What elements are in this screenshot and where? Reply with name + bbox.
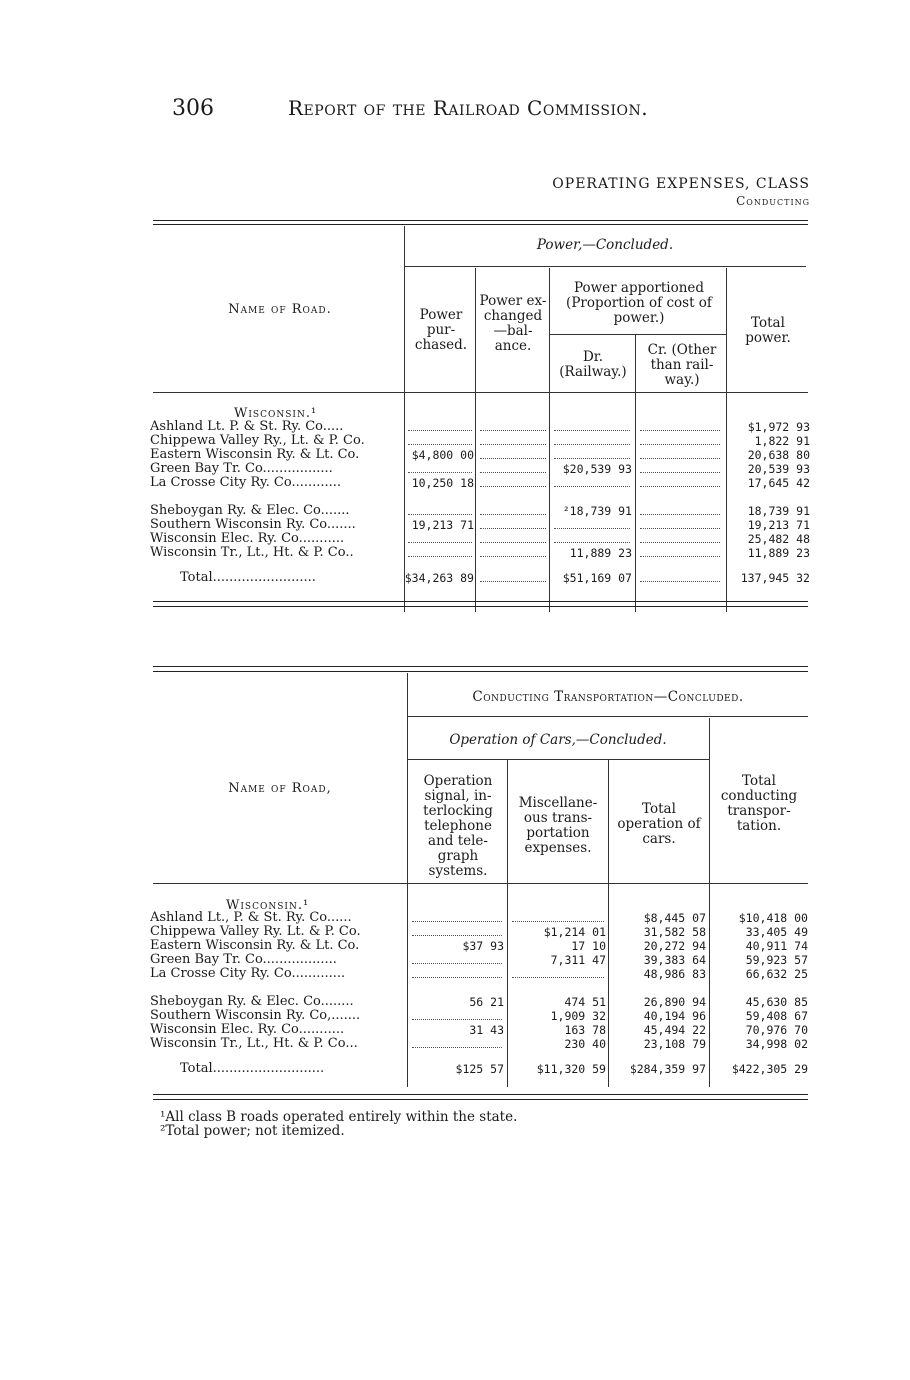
- total-cars-cell: $284,359 97: [629, 1062, 706, 1076]
- leader-dots: [412, 967, 502, 978]
- road-name: Sheboygan Ry. & Elec. Co.......: [150, 504, 350, 518]
- total-cars-cell: 40,194 96: [643, 1009, 706, 1023]
- leader-dots: [412, 925, 502, 936]
- leader-dots: [480, 434, 546, 445]
- road-name: La Crosse City Ry. Co.............: [150, 967, 346, 981]
- table2-top-rule-2: [153, 671, 808, 672]
- total-transport-cell: 34,998 02: [745, 1037, 808, 1051]
- table-row: [150, 967, 810, 981]
- total-transport-cell: 45,630 85: [745, 995, 808, 1009]
- leader-dots: [408, 462, 472, 473]
- table1-bottom-rule: [153, 601, 808, 602]
- table-row: [150, 1009, 810, 1023]
- leader-dots: [480, 518, 546, 529]
- t2-col-misc: Miscellane-ous trans-portation expenses.: [518, 795, 598, 856]
- t2-col-signal: Operation signal, in-terlocking telephone and tele-graph systems.: [423, 773, 493, 879]
- leader-dots: [554, 448, 630, 459]
- total-cars-cell: 26,890 94: [643, 995, 706, 1009]
- power-dr-cell: 11,889 23: [569, 546, 632, 560]
- leader-dots: [554, 420, 630, 431]
- leader-dots: [640, 476, 720, 487]
- power-purchased-cell: 10,250 18: [411, 476, 474, 490]
- misc-transport-cell: $11,320 59: [536, 1062, 606, 1076]
- leader-dots: [480, 571, 546, 582]
- road-name: Southern Wisconsin Ry. Co.......: [150, 518, 356, 532]
- total-power-cell: $1,972 93: [747, 420, 810, 434]
- power-dr-cell: ²18,739 91: [562, 504, 632, 518]
- total-power-cell: 17,645 42: [747, 476, 810, 490]
- table-row: [150, 911, 810, 925]
- total-cars-cell: 48,986 83: [643, 967, 706, 981]
- total-transport-cell: 59,923 57: [745, 953, 808, 967]
- t1-col-total: Total power.: [745, 315, 791, 346]
- leader-dots: [480, 546, 546, 557]
- leader-dots: [640, 546, 720, 557]
- footnote-2: ²Total power; not itemized.: [160, 1123, 345, 1139]
- t1-col-purchased: Power pur-chased.: [414, 307, 468, 353]
- t1-col-cr: Cr. (Other than rail-way.): [647, 342, 717, 388]
- t2-col-name: Name of Road,: [228, 781, 332, 796]
- t2-hline-header-bottom: [153, 883, 808, 884]
- road-name: Chippewa Valley Ry., Lt. & P. Co.: [150, 434, 365, 448]
- t2-col-total-transport: Total conducting transpor-tation.: [720, 773, 798, 834]
- total-transport-cell: 70,976 70: [745, 1023, 808, 1037]
- total-cars-cell: 45,494 22: [643, 1023, 706, 1037]
- signal-cell: $37 93: [462, 939, 504, 953]
- road-name: Total...........................: [180, 1062, 325, 1076]
- leader-dots: [408, 420, 472, 431]
- leader-dots: [640, 420, 720, 431]
- section-subtitle: Conducting: [736, 194, 810, 208]
- table1-bottom-rule-2: [153, 606, 808, 607]
- road-name: Total.........................: [180, 571, 316, 585]
- road-name: Southern Wisconsin Ry. Co,.......: [150, 1009, 361, 1023]
- misc-transport-cell: 17 10: [571, 939, 606, 953]
- table-row: [150, 939, 810, 953]
- power-dr-cell: $51,169 07: [562, 571, 632, 585]
- total-power-cell: 19,213 71: [747, 518, 810, 532]
- t2-hline-group: [407, 716, 808, 717]
- road-name: Wisconsin Tr., Lt., Ht. & P. Co...: [150, 1037, 358, 1051]
- total-power-cell: 11,889 23: [747, 546, 810, 560]
- leader-dots: [640, 571, 720, 582]
- table-row: [150, 925, 810, 939]
- misc-transport-cell: $1,214 01: [543, 925, 606, 939]
- leader-dots: [554, 476, 630, 487]
- total-transport-cell: 59,408 67: [745, 1009, 808, 1023]
- road-name: Wisconsin Elec. Ry. Co...........: [150, 1023, 345, 1037]
- leader-dots: [480, 476, 546, 487]
- total-power-cell: 20,539 93: [747, 462, 810, 476]
- page-title: Report of the Railroad Commission.: [288, 96, 649, 120]
- table2-bottom-rule-2: [153, 1099, 808, 1100]
- total-power-cell: 20,638 80: [747, 448, 810, 462]
- table2-top-rule: [153, 666, 808, 667]
- total-transport-cell: 66,632 25: [745, 967, 808, 981]
- t1-col-apportioned: Power apportioned (Proportion of cost of power.): [566, 280, 712, 326]
- road-name: Eastern Wisconsin Ry. & Lt. Co.: [150, 448, 360, 462]
- road-name: Sheboygan Ry. & Elec. Co........: [150, 995, 354, 1009]
- road-name: Green Bay Tr. Co..................: [150, 953, 337, 967]
- total-row: [150, 571, 810, 585]
- total-cars-cell: 20,272 94: [643, 939, 706, 953]
- total-transport-cell: $10,418 00: [738, 911, 808, 925]
- total-transport-cell: 33,405 49: [745, 925, 808, 939]
- total-cars-cell: 31,582 58: [643, 925, 706, 939]
- signal-cell: $125 57: [455, 1062, 504, 1076]
- power-purchased-cell: $4,800 00: [411, 448, 474, 462]
- leader-dots: [412, 953, 502, 964]
- total-row: [150, 1062, 810, 1076]
- total-cars-cell: 39,383 64: [643, 953, 706, 967]
- road-name: Wisconsin Elec. Ry. Co...........: [150, 532, 345, 546]
- t1-col-dr: Dr. (Railway.): [559, 349, 627, 380]
- table-row: [150, 448, 810, 462]
- leader-dots: [640, 448, 720, 459]
- signal-cell: 56 21: [469, 995, 504, 1009]
- t1-hline-apportioned: [549, 334, 726, 335]
- t1-group-header: Power,—Concluded.: [536, 237, 674, 253]
- leader-dots: [512, 911, 604, 922]
- power-purchased-cell: 19,213 71: [411, 518, 474, 532]
- misc-transport-cell: 1,909 32: [550, 1009, 606, 1023]
- misc-transport-cell: 7,311 47: [550, 953, 606, 967]
- total-cars-cell: $8,445 07: [643, 911, 706, 925]
- t1-col-name: Name of Road.: [228, 302, 332, 317]
- leader-dots: [640, 532, 720, 543]
- table-row: [150, 476, 810, 490]
- table-row: [150, 504, 810, 518]
- power-dr-cell: $20,539 93: [562, 462, 632, 476]
- leader-dots: [554, 518, 630, 529]
- t2-state: Wisconsin.¹: [226, 898, 310, 913]
- t2-hline-sub: [407, 759, 709, 760]
- leader-dots: [480, 462, 546, 473]
- leader-dots: [640, 518, 720, 529]
- table-row: [150, 518, 810, 532]
- t1-hline-group: [404, 266, 806, 267]
- road-name: Green Bay Tr. Co.................: [150, 462, 333, 476]
- leader-dots: [412, 911, 502, 922]
- leader-dots: [554, 434, 630, 445]
- table2-bottom-rule: [153, 1094, 808, 1095]
- misc-transport-cell: 474 51: [564, 995, 606, 1009]
- road-name: Wisconsin Tr., Lt., Ht. & P. Co..: [150, 546, 354, 560]
- road-name: Chippewa Valley Ry. Lt. & P. Co.: [150, 925, 361, 939]
- leader-dots: [640, 434, 720, 445]
- leader-dots: [412, 1037, 502, 1048]
- road-name: Ashland Lt. P. & St. Ry. Co.....: [150, 420, 344, 434]
- total-power-cell: 137,945 32: [740, 571, 810, 585]
- total-power-cell: 25,482 48: [747, 532, 810, 546]
- table1-top-rule-2: [153, 224, 808, 225]
- leader-dots: [512, 967, 604, 978]
- leader-dots: [554, 532, 630, 543]
- total-power-cell: 18,739 91: [747, 504, 810, 518]
- page-number: 306: [172, 96, 214, 121]
- total-transport-cell: 40,911 74: [745, 939, 808, 953]
- leader-dots: [640, 504, 720, 515]
- t2-sub-header: Operation of Cars,—Concluded.: [449, 732, 667, 748]
- table-row: [150, 1023, 810, 1037]
- footnote-1: ¹All class B roads operated entirely within the state.: [160, 1109, 518, 1125]
- table-row: [150, 546, 810, 560]
- table-row: [150, 434, 810, 448]
- leader-dots: [408, 504, 472, 515]
- leader-dots: [640, 462, 720, 473]
- leader-dots: [408, 434, 472, 445]
- misc-transport-cell: 163 78: [564, 1023, 606, 1037]
- section-title: OPERATING EXPENSES, CLASS: [552, 176, 810, 192]
- table-row: [150, 420, 810, 434]
- t1-state: Wisconsin.¹: [234, 406, 318, 421]
- table-row: [150, 1037, 810, 1051]
- leader-dots: [412, 1009, 502, 1020]
- leader-dots: [480, 504, 546, 515]
- leader-dots: [480, 532, 546, 543]
- total-transport-cell: $422,305 29: [731, 1062, 808, 1076]
- total-cars-cell: 23,108 79: [643, 1037, 706, 1051]
- table-row: [150, 462, 810, 476]
- table-row: [150, 953, 810, 967]
- road-name: Ashland Lt., P. & St. Ry. Co......: [150, 911, 352, 925]
- table1-top-rule: [153, 220, 808, 221]
- total-power-cell: 1,822 91: [754, 434, 810, 448]
- leader-dots: [480, 420, 546, 431]
- leader-dots: [480, 448, 546, 459]
- t2-col-total-cars: Total operation of cars.: [617, 801, 701, 847]
- table-row: [150, 995, 810, 1009]
- leader-dots: [408, 546, 472, 557]
- table-row: [150, 532, 810, 546]
- power-purchased-cell: $34,263 89: [404, 571, 474, 585]
- road-name: La Crosse City Ry. Co............: [150, 476, 342, 490]
- signal-cell: 31 43: [469, 1023, 504, 1037]
- misc-transport-cell: 230 40: [564, 1037, 606, 1051]
- t1-col-exchanged: Power ex-changed —bal-ance.: [479, 293, 547, 354]
- t1-hline-header-bottom: [153, 392, 808, 393]
- road-name: Eastern Wisconsin Ry. & Lt. Co.: [150, 939, 360, 953]
- leader-dots: [408, 532, 472, 543]
- t2-group-header: Conducting Transportation—Concluded.: [472, 689, 744, 705]
